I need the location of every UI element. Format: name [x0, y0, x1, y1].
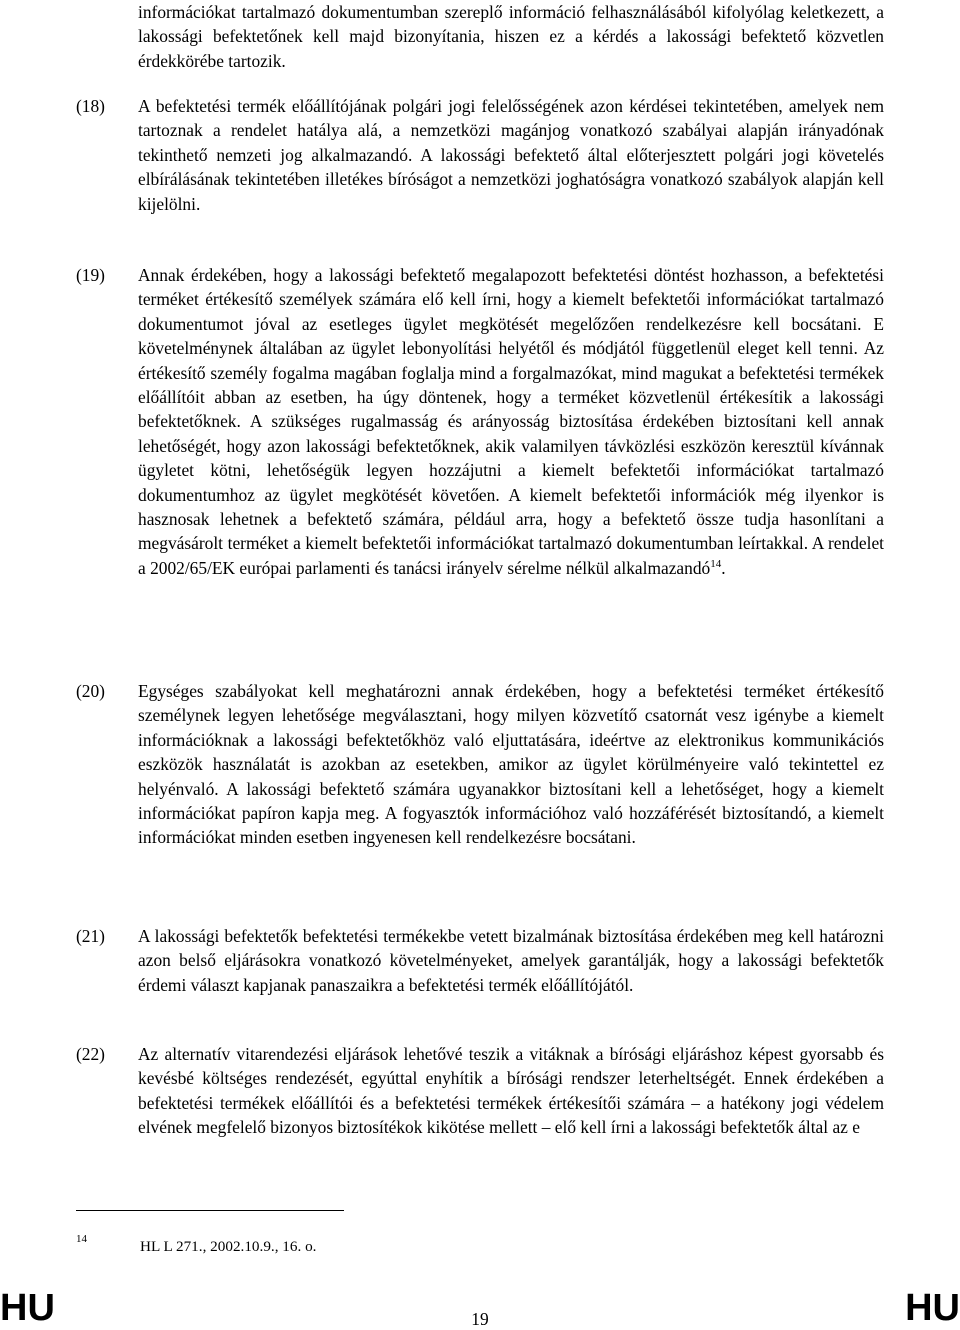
footnote-divider: [76, 1210, 344, 1211]
footnote-number: 14: [76, 1233, 87, 1245]
paragraph-number: (21): [76, 926, 105, 946]
footnote-text: HL L 271., 2002.10.9., 16. o.: [140, 1238, 317, 1255]
paragraph-body: Annak érdekében, hogy a lakossági befektető megalapozott befektetési döntést hozhasson, a befektetési terméket értékesítő személyek számára elő kell írni, hogy a kiemelt befektetői információkat tartalmazó dokumentumot jóval az esetleges ügylet megkötését megelőzően rendelkezésre kell bocsátani. E követelménynek általában az ügylet lebonyolítási helyétől és módjától függetlenül eleget kell tenni. Az értékesítő személy fogalma magában foglalja mind a forgalmazókat, mind magukat a befektetési termékek előállítóit abban az esetben, ha úgy döntenek, hogy a terméket közvetlenül értékesítik a lakossági befektetőknek. A szükséges rugalmasság és arányosság biztosítása érdekében biztosítani kell annak lehetőségét, hogy azon lakossági befektetőknek, akik valamilyen távközlési eszközön keresztül kívánnak ügyletet kötni, lehetőségük legyen hozzájutni a kiemelt befektetői információkat tartalmazó dokumentumhoz az ügylet megkötését követően. A kiemelt befektetői információk még ilyenkor is hasznosak lehetnek a befektető számára, például arra, hogy a befektető össze tudja hasonlítani a megvásárolt terméket a kiemelt befektetői információkat tartalmazó dokumentumban leírtakkal. A rendelet a 2002/65/EK európai parlamenti és tanácsi irányelv sérelme nélkül alkalmazandó: [138, 265, 884, 578]
page-number: 19: [471, 1309, 489, 1329]
paragraph-text: Az alternatív vitarendezési eljárások lehetővé teszik a vitáknak a bírósági eljáráshoz képest gyorsabb és kevésbé költséges rendezését, egyúttal enyhítik a bírósági rendszer leterheltségét. Ennek érdekében a befektetési termékek előállítói és a befektetési termékek értékesítői számára – a hatékony jogi védelem elvének megfelelő bizonyos biztosítékok kikötése mellett – elő kell írni a lakossági befektetők által az e: [138, 1044, 884, 1138]
paragraph-number: (20): [76, 681, 105, 701]
intro-paragraph: információkat tartalmazó dokumentumban szereplő információ felhasználásából kifolyólag keletkezett, a lakossági befektetőnek kell majd bizonyítania, hiszen ez a kérdés a lakossági befektető közvetlen érdekkörébe tartozik.: [138, 2, 884, 71]
paragraph-number: (18): [76, 96, 105, 116]
paragraph-text: Egységes szabályokat kell meghatározni annak érdekében, hogy a befektetési terméket értékesítő személynek legyen lehetősége megválasztani, hogy milyen közvetítő csatornát vesz igénybe a kiemelt információknak a lakossági befektetőkhöz való eljuttatására, ideértve az elektronikus kommunikációs eszközök használatát is azokban az esetekben, amikor az ügylet körülményeire való tekintettel ez helyénvaló. A lakossági befektető számára ugyanakkor biztosítani kell a lehetőséget, hogy a kiemelt információkat papíron kapja meg. A fogyasztók információhoz való hozzáférését biztosítandó, a kiemelt információkat minden esetben ingyenesen kell rendelkezésre bocsátani.: [138, 681, 884, 848]
language-code-right: HU: [905, 1287, 960, 1329]
paragraph-text: A befektetési termék előállítójának polgári jogi felelősségének azon kérdései tekintetében, amelyek nem tartoznak a rendelet hatálya alá, a nemzetközi magánjog vonatkozó szabályai alapján irányadónak tekinthető nemzeti jog alkalmazandó. A lakossági befektető által előterjesztett polgári jogi követelés elbírálásának tekintetében illetékes bíróságot a nemzetközi joghatóságra vonatkozó szabályok alapján kell kijelölni.: [138, 96, 884, 214]
paragraph-text: [138, 263, 884, 580]
paragraph-tail: .: [721, 557, 726, 578]
footnote-reference[interactable]: 14: [710, 557, 722, 570]
paragraph-text: A lakossági befektetők befektetési termékekbe vetett bizalmának biztosítása érdekében meg kell határozni azon belső eljárásokra vonatkozó követelményeket, amelyek garantálják, hogy a lakossági befektetők érdemi választ kapjanak panaszaikra a befektetési termék előállítójától.: [138, 926, 884, 995]
language-code-left: HU: [0, 1287, 55, 1329]
paragraph-number: (19): [76, 265, 105, 285]
paragraph-number: (22): [76, 1044, 105, 1064]
